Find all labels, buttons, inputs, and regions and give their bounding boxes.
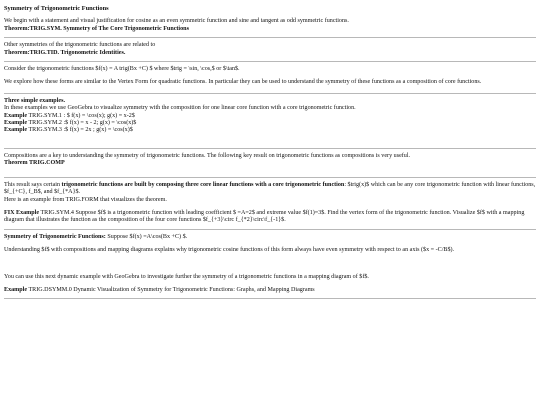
example-text: TRIG.SYM.2 :$ f(x) = x - 2; g(x) = \cos(x)$ bbox=[27, 120, 137, 127]
simple-examples-intro: In these examples we use GeoGebra to visualize symmetry with the composition for one linear core function with a core trigonometric function. bbox=[4, 105, 356, 112]
section-core-symmetry bbox=[4, 18, 536, 33]
theorem-trig-comp-link[interactable]: Theorem TRIG.COMP bbox=[4, 160, 65, 167]
dynamic-example-intro: You can use this next dynamic example with GeoGebra to investigate further the symmetry of a trigonometric functions in a mapping diagram of $f$. bbox=[4, 273, 369, 280]
example-trig-sym-3[interactable] bbox=[4, 127, 536, 134]
example-label: Example bbox=[4, 120, 28, 127]
section-vertex-form bbox=[4, 66, 536, 87]
page-title: Symmetry of Trigonometric Functions bbox=[4, 5, 109, 12]
section-simple-examples bbox=[4, 98, 536, 135]
fix-example-text: TRIG.SYM.4 Suppose $f$ is a trigonometric function with leading coefficient $ =A=2$ and extreme value $f(1)=3$. Find the vertex form of the trigonometric function. Visualize $f$ with a mapping diagram that illustrates the function as the composition of the four core functions $f_{+3}\circ f_{*2}\circ\f_{-1}$. bbox=[4, 209, 525, 224]
vertex-form-definition: Consider the trigonometric functions $f(x) = A trig(Bx +C) $ where $trig = \sin, \cos,$ or $\tan$. bbox=[4, 66, 240, 73]
symmetry-statement-label: Symmetry of Trigonometric Functions: bbox=[4, 233, 106, 240]
theorem-trig-sym-link[interactable]: Theorem:TRIG.SYM. Symmetry of The Core Trigonometric Functions bbox=[4, 25, 189, 32]
document-page bbox=[0, 5, 540, 410]
example-text: TRIG.SYM.3 :$ f(x) = 2x ; g(x) = \cos(x)$ bbox=[27, 127, 133, 134]
fix-example-label: FIX Example bbox=[4, 209, 40, 216]
core-symmetry-intro: We begin with a statement and visual justification for cosine as an even symmetric function and sine and tangent as odd symmetric functions. bbox=[4, 18, 349, 25]
simple-examples-heading: Three simple examples. bbox=[4, 97, 65, 104]
example-label: Example bbox=[4, 112, 28, 119]
section-composition-result bbox=[4, 182, 536, 225]
result-text-bold: trigonometric functions are built by composing three core linear functions with a core trigonometric function bbox=[61, 181, 345, 188]
identities-intro: Other symmetries of the trigonometric functions are related to bbox=[4, 42, 156, 49]
section-identities bbox=[4, 42, 536, 57]
final-example-text: TRIG.DSYMM.0 Dynamic Visualization of Symmetry for Trigonometric Functions: Graphs, and Mapping Diagrams bbox=[27, 286, 315, 293]
composition-result-text bbox=[4, 182, 536, 197]
example-label: Example bbox=[4, 127, 28, 134]
example-trig-sym-1[interactable] bbox=[4, 113, 536, 120]
example-text: TRIG.SYM.1 : $ f(x) = \cos(x); g(x) = x-2$ bbox=[27, 112, 135, 119]
result-text-post: : $trig(x)$ which can be any core trigonometric function with linear functions, $f_{+C}, f_B$, and $f_{*A}$. bbox=[4, 181, 536, 196]
final-example-label: Example bbox=[4, 286, 28, 293]
example-trig-dsymm-0[interactable] bbox=[4, 287, 536, 294]
section-compositions bbox=[4, 153, 536, 168]
trig-form-example-reference: Here is an example from TRIG.FORM that visualizes the theorem. bbox=[4, 196, 167, 203]
symmetry-statement-text: Suppose $f(x) =A\cos(Bx +C) $. bbox=[105, 233, 188, 240]
section-symmetry-result bbox=[4, 234, 536, 295]
compositions-intro: Compositions are a key to understanding the symmetry of trigonometric functions. The following key result on trigonometric functions as compositions is very useful. bbox=[4, 152, 411, 159]
theorem-trig-tid-link[interactable]: Theorem:TRIG.TID. Trigonometric Identities. bbox=[4, 49, 126, 56]
example-trig-sym-4[interactable] bbox=[4, 210, 536, 225]
symmetry-explanation: Understanding $f$ with compositions and mapping diagrams explains why trigonometric cosine functions of this form always have even symmetry with respect to an axis ($x = -C/B$). bbox=[4, 247, 455, 254]
symmetry-statement bbox=[4, 234, 536, 241]
result-text-pre: This result says certain bbox=[4, 181, 62, 188]
vertex-form-explanation: We explore how these forms are similar to the Vertex Form for quadratic functions. In particular they can be used to understand the symmetry of these functions as a composition of core functions. bbox=[4, 79, 482, 86]
divider bbox=[4, 298, 536, 299]
